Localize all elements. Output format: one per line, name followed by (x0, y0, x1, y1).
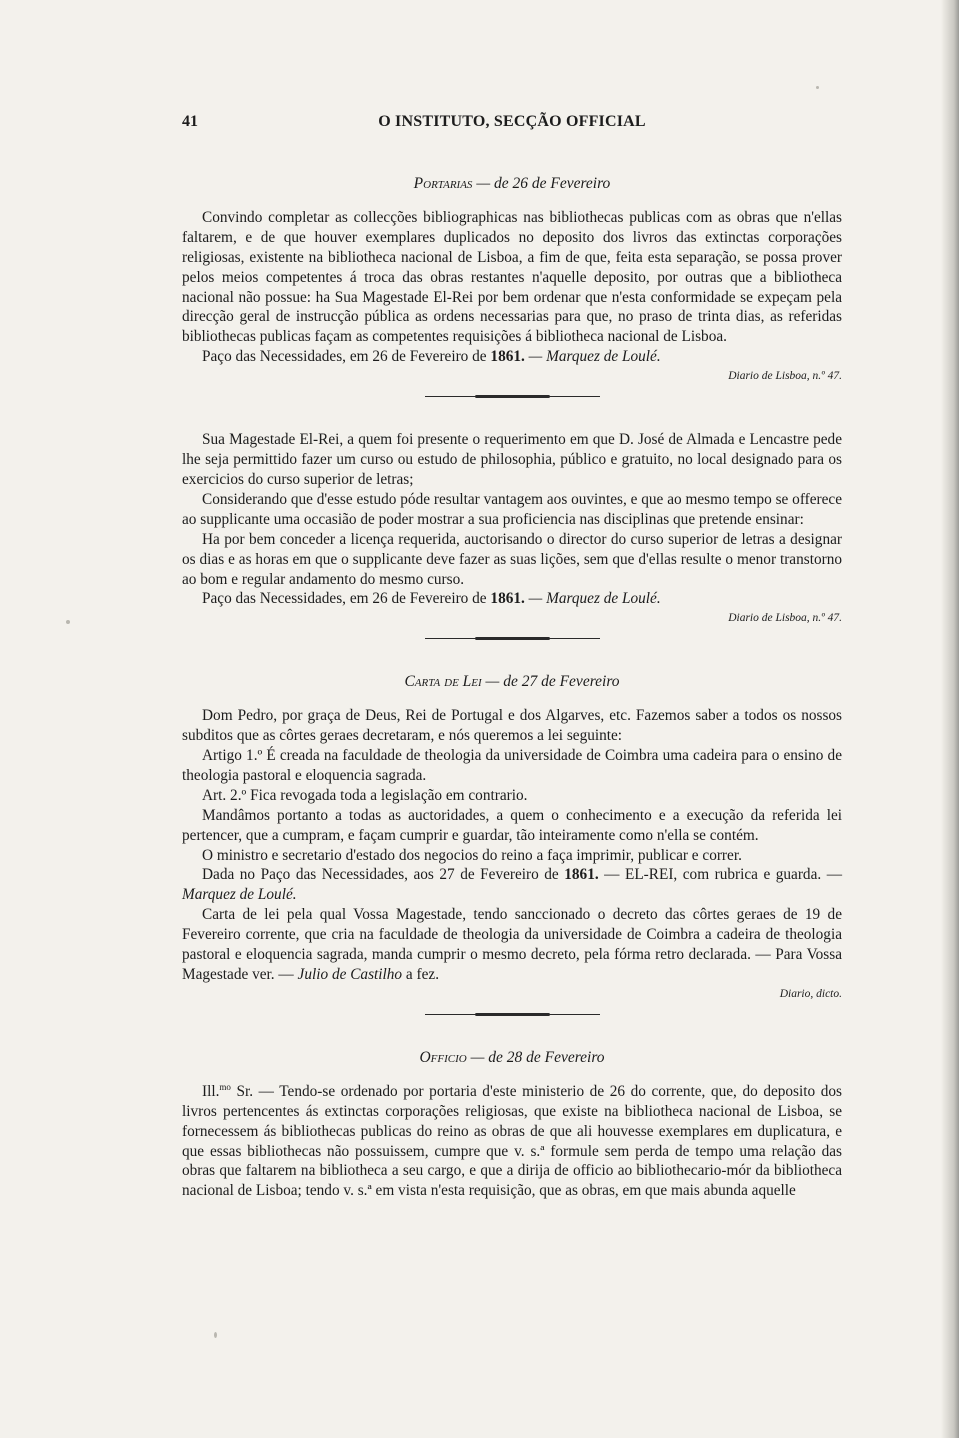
paragraph (182, 1082, 842, 1201)
paragraph: Sua Magestade El-Rei, a quem foi presente o requerimento em que D. José de Almada e Lencastre pede lhe seja permittido fazer um curso ou estudo de philosophia, público e gratuito, no local designado para os exercicios do curso superior de letras; (182, 431, 842, 488)
paragraph-signature: Julio de Castilho (297, 966, 403, 983)
section-heading-officio (182, 1048, 842, 1068)
signoff-signature: — Marquez de Loulé. (524, 590, 661, 608)
running-title: O INSTITUTO, SECÇÃO OFFICIAL (378, 113, 646, 130)
salutation-superscript: mo (219, 1081, 231, 1092)
section-heading-label: Officio (419, 1048, 467, 1066)
section-heading-label: Carta de Lei (404, 673, 482, 691)
section-heading-carta-de-lei (182, 672, 842, 692)
section-divider (425, 637, 600, 640)
paragraph: Convindo completar as collecções bibliographicas nas bibliothecas publicas com as obras que n'ellas faltarem, e de que houver exemplares duplicados no deposito dos livros das extinctas corporações religiosas, existente na bibliotheca nacional de Lisboa, a fim de que, feita esta separação, se possa prover pelos meios competentes á troca das obras restantes n'aquelle deposito, por outras que a bibliotheca nacional não possue: ha Sua Magestade El-Rei por bem ordenar que n'esta conformidade se expeçam pela direcção geral de instrucção pública as ordens necessarias para que, no praso de trinta dias, as referidas bibliothecas publicas façam as competentes requisições á bibliotheca nacional de Lisboa. (182, 208, 842, 346)
signoff-text: Paço das Necessidades, em 26 de Fevereiro de (202, 348, 491, 366)
signoff-signature: — Marquez de Loulé. (524, 348, 661, 366)
section-heading-label: Portarias (413, 175, 473, 192)
signoff-text: Paço das Necessidades, em 26 de Fevereiro de (202, 590, 491, 608)
section-heading-portarias (182, 174, 842, 194)
section-heading-date: — de 26 de Fevereiro (476, 175, 611, 192)
signoff-year: 1861. (490, 348, 525, 366)
salutation: Ill. (202, 1082, 220, 1100)
paragraph-signature: Marquez de Loulé. (182, 886, 297, 904)
paragraph-text: Dada no Paço das Necessidades, aos 27 de Fevereiro de (202, 866, 565, 884)
scan-speck (816, 86, 819, 89)
paragraph-text: Carta de lei pela qual Vossa Magestade, tendo sanccionado o decreto das côrtes geraes de 19 de Fevereiro corrente, que cria na faculdade de theologia da universidade de Coimbra a cadeira de theologia pastoral e eloquencia sagrada, manda cumprir o mesmo decreto, pela fórma retro declarada. — Para Vossa Magestade ver. — (182, 906, 842, 983)
paragraph (182, 865, 842, 905)
paragraph (182, 905, 842, 985)
paragraph-text: — EL-REI, com rubrica e guarda. — (598, 866, 842, 884)
paragraph: Art. 2.º Fica revogada toda a legislação em contrario. (202, 786, 528, 804)
paragraph-year: 1861. (564, 866, 599, 884)
section-heading-date: — de 27 de Fevereiro (485, 673, 620, 691)
source-citation: Diario de Lisboa, n.º 47. (728, 612, 842, 625)
scan-speck (214, 1332, 217, 1338)
paragraph: Dom Pedro, por graça de Deus, Rei de Portugal e dos Algarves, etc. Fazemos saber a todos os nossos subditos que as côrtes geraes decretaram, e nós queremos a lei seguinte: (182, 707, 842, 745)
page-header (182, 112, 842, 138)
source-citation: Diario de Lisboa, n.º 47. (728, 370, 842, 383)
paragraph-text: Sr. — Tendo-se ordenado por portaria d'este ministerio de 26 do corrente, que, do deposito dos livros pertencentes ás extinctas corporações religiosas, que existe na bibliotheca nacional de Lisboa, se fornecessem ás bibliothecas publicas do reino as obras de que ali houvesse exemplares em duplicatura, e que essas bibliothecas não possuissem, cumpre que v. s.ª formule sem perda de tempo uma relação das obras que faltarem na bibliotheca a seu cargo, e que a dirija de officio ao bibliothecario-mór da bibliotheca nacional de Lisboa; tendo v. s.ª em vista n'esta requisição, que as obras, em que mais abunda aquelle (182, 1082, 842, 1200)
paragraph-text: a fez. (402, 966, 440, 983)
page-number: 41 (182, 113, 198, 130)
paragraph: O ministro e secretario d'estado dos negocios do reino a faça imprimir, publicar e correr. (202, 846, 742, 864)
paragraph: Artigo 1.º É creada na faculdade de theologia da universidade de Coimbra uma cadeira para o ensino de theologia pastoral e eloquencia sagrada. (182, 747, 842, 784)
paragraph: Ha por bem conceder a licença requerida, auctorisando o director do curso superior de letras a designar os dias e as horas em que o supplicante deve fazer as suas lições, sem que d'ellas resulte o menor transtorno ao bom e regular andamento do mesmo curso. (182, 530, 842, 588)
section-divider (425, 395, 600, 398)
signoff (182, 589, 842, 609)
section-heading-date: — de 28 de Fevereiro (470, 1048, 605, 1066)
signoff (182, 347, 842, 367)
signoff-year: 1861. (490, 590, 525, 608)
scan-edge-shadow (941, 0, 959, 1438)
source-citation: Diario, dicto. (779, 987, 842, 1000)
paragraph: Mandâmos portanto a todas as auctoridades, a quem o conhecimento e a execução da referida lei pertencer, que a cumpram, e façam cumprir e guardar, tão inteiramente como n'ella se contém. (182, 806, 842, 844)
document-page (182, 112, 842, 1201)
paragraph: Considerando que d'esse estudo póde resultar vantagem aos ouvintes, e que ao mesmo tempo se offerece ao supplicante uma occasião de poder mostrar a sua proficiencia nas disciplinas que pretende ensinar: (182, 490, 842, 528)
scan-speck (66, 620, 70, 624)
section-divider (425, 1013, 600, 1016)
